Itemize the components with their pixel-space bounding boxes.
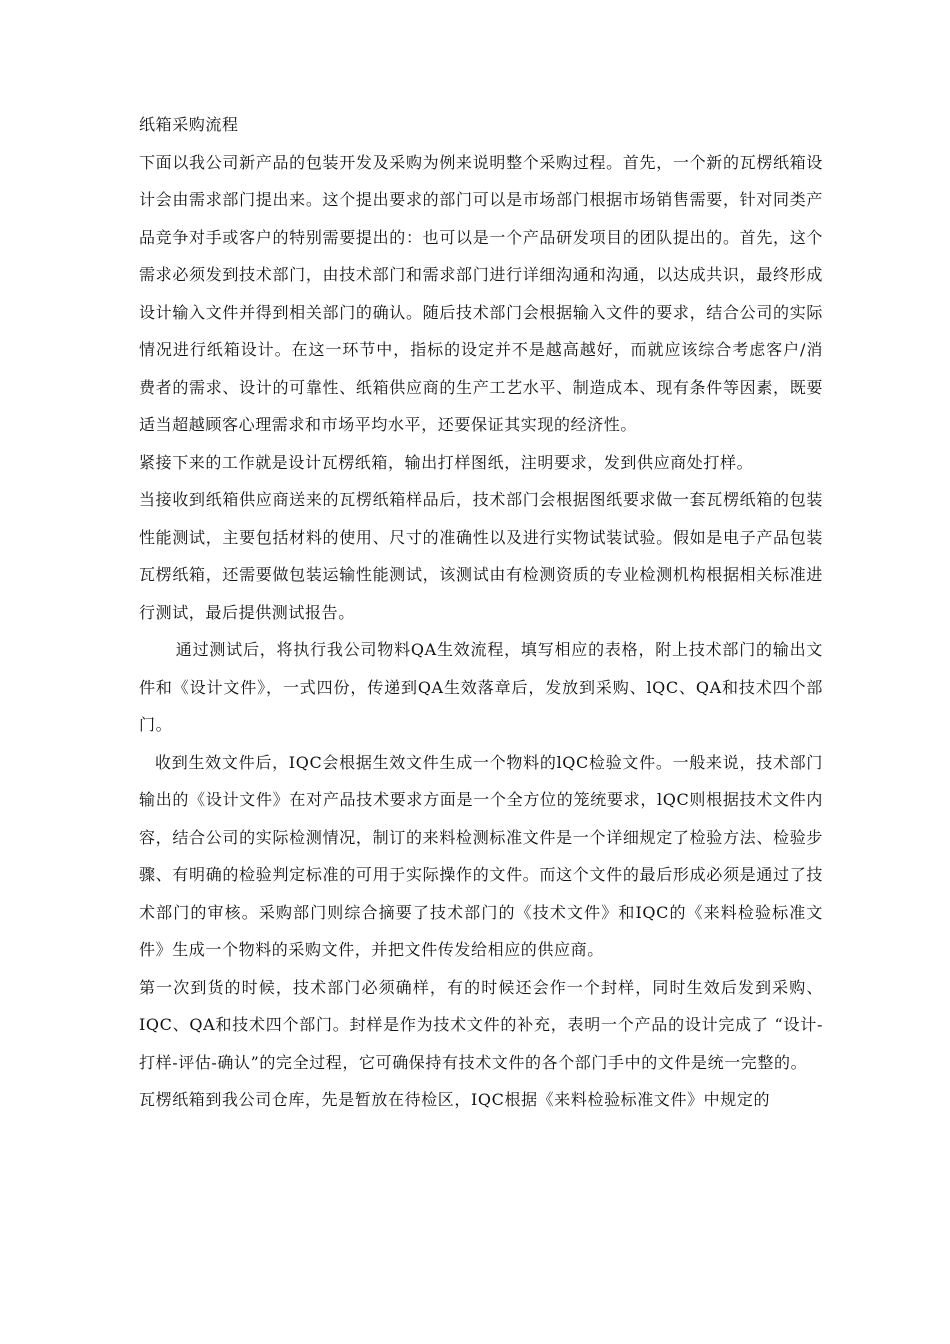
paragraph-qa-process: 通过测试后，将执行我公司物料QA生效流程，填写相应的表格，附上技术部门的输出文件和《设计文件》，一式四份，传递到QA生效落章后，发放到采购、lQC、QA和技术四个部门。	[139, 640, 823, 734]
paragraph-first-delivery: 第一次到货的时候，技术部门必须确样，有的时候还会作一个封样，同时生效后发到采购、IQC、QA和技术四个部门。封样是作为技术文件的补充，表明一个产品的设计完成了 “设计-打样-评估-确认”的完全过程，它可确保持有技术文件的各个部门手中的文件是统一完整的。	[139, 977, 823, 1072]
paragraph-iqc-files: 收到生效文件后，IQC会根据生效文件生成一个物料的lQC检验文件。一般来说，技术部门输出的《设计文件》在对产品技术要求方面是一个全方位的笼统要求，lQC则根据技术文件内容，结合公司的实际检测情况，制订的来料检测标准文件是一个详细规定了检验方法、检验步骤、有明确的检验判定标准的可用于实际操作的文件。而这个文件的最后形成必须是通过了技术部门的审核。采购部门则综合摘要了技术部门的《技术文件》和IQC的《来料检验标准文件》生成一个物料的采购文件，并把文件传发给相应的供应商。	[139, 752, 823, 959]
document-title: 纸箱采购流程	[139, 115, 239, 134]
paragraph-design: 紧接下来的工作就是设计瓦楞纸箱，输出打样图纸，注明要求，发到供应商处打样。	[139, 452, 754, 472]
paragraph-intro: 下面以我公司新产品的包装开发及采购为例来说明整个采购过程。首先，一个新的瓦楞纸箱设计会由需求部门提出来。这个提出要求的部门可以是市场部门根据市场销售需要，针对同类产品竞争对手或客户的特别需要提出的：也可以是一个产品研发项目的团队提出的。首先，这个需求必须发到技术部门，由技术部门和需求部门进行详细沟通和沟通，以达成共识，最终形成设计输入文件并得到相关部门的确认。随后技术部门会根据输入文件的要求，结合公司的实际情况进行纸箱设计。在这一环节中，指标的设定并不是越高越好，而就应该综合考虑客户/消费者的需求、设计的可靠性、纸箱供应商的生产工艺水平、制造成本、现有条件等因素，既要适当超越顾客心理需求和市场平均水平，还要保证其实现的经济性。	[139, 152, 823, 434]
paragraph-warehouse: 瓦楞纸箱到我公司仓库，先是暂放在待检区，IQC根据《来料检验标准文件》中规定的	[139, 1090, 771, 1109]
document-page	[139, 106, 823, 1119]
paragraph-testing: 当接收到纸箱供应商送来的瓦楞纸箱样品后，技术部门会根据图纸要求做一套瓦楞纸箱的包装性能测试，主要包括材料的使用、尺寸的准确性以及进行实物试装试验。假如是电子产品包装瓦楞纸箱，还需要做包装运输性能测试，该测试由有检测资质的专业检测机构根据相关标准进行测试，最后提供测试报告。	[139, 490, 823, 622]
